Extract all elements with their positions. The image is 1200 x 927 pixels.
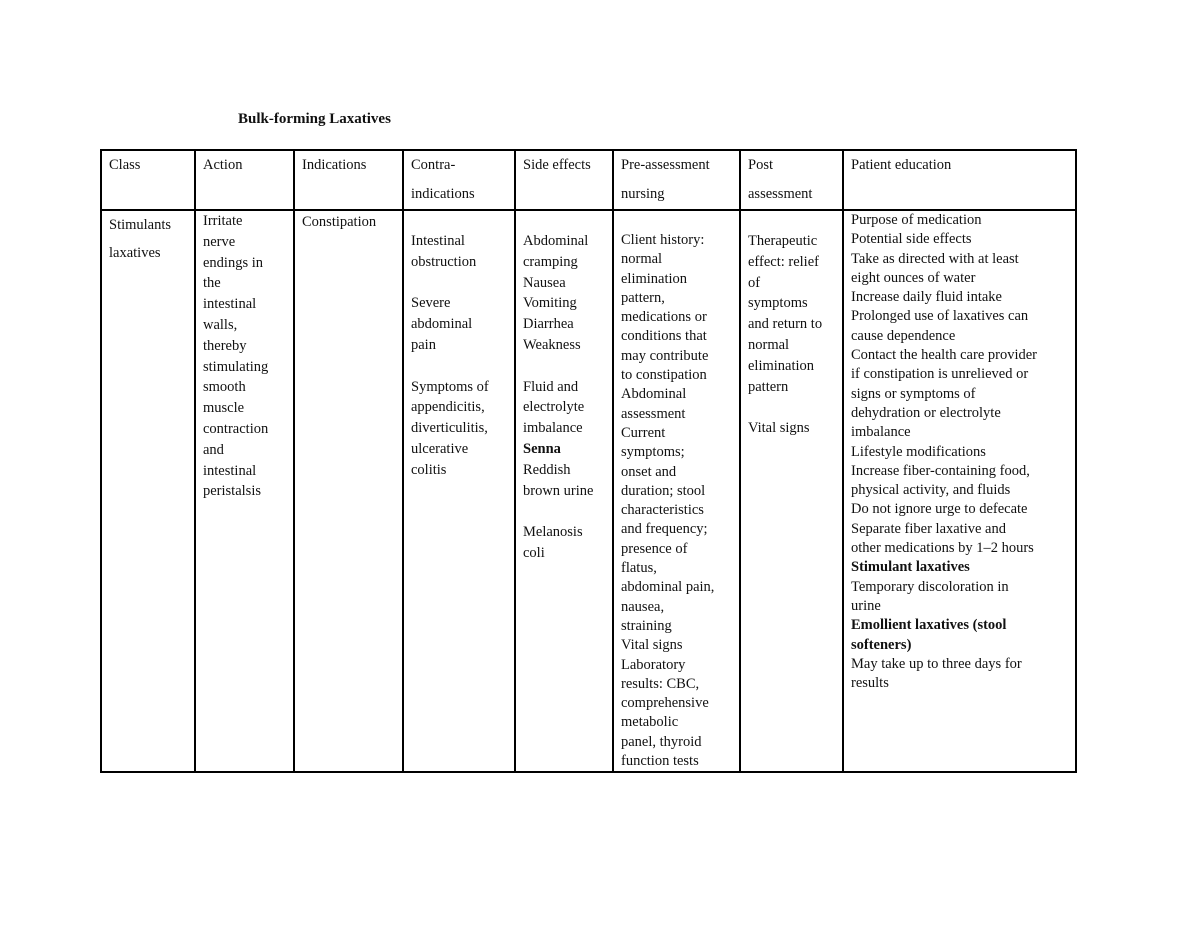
post-assessment-line: Vital signs	[748, 420, 810, 437]
pre-assessment-line: results: CBC,	[621, 675, 700, 692]
action-line: and	[203, 441, 224, 458]
header-pre-assessment-line-1: Pre-assessment	[621, 157, 710, 173]
patient-education-line: Prolonged use of laxatives can	[851, 308, 1029, 325]
patient-education-line: dehydration or electrolyte	[851, 404, 1001, 421]
pre-assessment-line: comprehensive	[621, 695, 709, 712]
header-pre-assessment-line-2: nursing	[621, 186, 665, 202]
pre-assessment-line: may contribute	[621, 347, 709, 364]
side-effect-line: Melanosis	[523, 524, 583, 541]
side-effect-line: Nausea	[523, 274, 566, 291]
patient-education-line: Stimulant laxatives	[851, 559, 970, 576]
pre-assessment-line: abdominal pain,	[621, 579, 715, 596]
pre-assessment-line: onset and	[621, 463, 677, 480]
contraindication-line	[411, 356, 509, 377]
pre-assessment-line: medications or	[621, 309, 707, 326]
pre-assessment-line: function tests	[621, 753, 699, 770]
pre-assessment-line: normal	[621, 251, 663, 268]
pre-assessment-line: symptoms;	[621, 444, 685, 461]
cell-indications	[294, 210, 403, 772]
side-effect-line: imbalance	[523, 420, 583, 437]
side-effect-line: electrolyte	[523, 399, 585, 416]
cell-side-effects	[515, 210, 613, 772]
post-assessment-line: and return to	[748, 316, 823, 333]
patient-education-line: Increase daily fluid intake	[851, 289, 1002, 306]
pre-assessment-line: to constipation	[621, 367, 707, 384]
action-line: nerve	[203, 233, 236, 250]
cell-action	[195, 210, 294, 772]
patient-education-line: urine	[851, 597, 881, 614]
pre-assessment-line: Laboratory	[621, 656, 686, 673]
pre-assessment-line: duration; stool	[621, 482, 706, 499]
side-effect-line	[523, 356, 607, 377]
patient-education-line: Separate fiber laxative and	[851, 520, 1006, 537]
indications-line: Constipation	[302, 214, 377, 230]
side-effects-lines	[523, 231, 607, 564]
pre-assessment-line: Vital signs	[621, 637, 683, 654]
class-line: Stimulants	[109, 217, 172, 233]
side-effect-line: cramping	[523, 253, 578, 270]
class-line: laxatives	[109, 245, 161, 261]
header-class-label: Class	[109, 157, 141, 173]
side-effect-line: Reddish	[523, 461, 571, 478]
header-contraindications-line-2: indications	[411, 186, 475, 202]
document-title: Bulk-forming Laxatives	[238, 111, 391, 127]
contraindications-lines	[411, 231, 509, 481]
post-assessment-line: normal	[748, 336, 790, 353]
action-line: intestinal	[203, 462, 257, 479]
patient-education-line: physical activity, and fluids	[851, 482, 1011, 499]
pre-assessment-line: presence of	[621, 540, 688, 557]
contraindication-line: Severe	[411, 295, 451, 312]
patient-education-line: signs or symptoms of	[851, 385, 976, 402]
contraindication-line: abdominal	[411, 316, 473, 333]
contraindication-line: Intestinal	[411, 233, 465, 249]
post-assessment-line: elimination	[748, 357, 815, 374]
indications-lines	[302, 211, 397, 233]
header-cell-action	[195, 150, 294, 210]
cell-contraindications	[403, 210, 515, 772]
post-assessment-line: Therapeutic	[748, 233, 818, 249]
pre-assessment-lines	[621, 231, 734, 771]
laxatives-table	[100, 149, 1077, 773]
patient-education-line: eight ounces of water	[851, 269, 976, 286]
header-cell-post-assessment	[740, 150, 843, 210]
pre-assessment-line: Abdominal	[621, 386, 687, 403]
action-line: muscle	[203, 400, 245, 417]
post-assessment-line	[748, 397, 837, 418]
side-effect-line: Senna	[523, 440, 561, 457]
contraindication-line: Symptoms of	[411, 378, 489, 395]
side-effect-line: brown urine	[523, 482, 594, 499]
patient-education-lines	[851, 211, 1070, 693]
header-cell-class	[101, 150, 195, 210]
patient-education-line: imbalance	[851, 424, 911, 441]
pre-assessment-line: panel, thyroid	[621, 733, 702, 750]
action-line: peristalsis	[203, 483, 261, 500]
patient-education-line: if constipation is unrelieved or	[851, 366, 1029, 383]
cell-pre-assessment	[613, 210, 740, 772]
table-row	[101, 210, 1076, 772]
header-post-assessment-line-2: assessment	[748, 186, 813, 202]
patient-education-line: other medications by 1–2 hours	[851, 540, 1034, 557]
pre-assessment-line: conditions that	[621, 328, 707, 345]
patient-education-line: Lifestyle modifications	[851, 443, 986, 460]
action-line: stimulating	[203, 358, 269, 375]
post-assessment-line: effect: relief	[748, 253, 819, 270]
pre-assessment-line: nausea,	[621, 598, 665, 615]
patient-education-line: Do not ignore urge to defecate	[851, 501, 1028, 518]
table-header-row	[101, 150, 1076, 210]
patient-education-line: Emollient laxatives (stool	[851, 617, 1007, 634]
patient-education-line: Contact the health care provider	[851, 347, 1038, 364]
header-cell-pre-assessment	[613, 150, 740, 210]
side-effect-line: Fluid and	[523, 378, 579, 395]
patient-education-line: cause dependence	[851, 327, 956, 344]
post-assessment-line: of	[748, 274, 761, 291]
pre-assessment-line: Current	[621, 424, 666, 441]
action-line: thereby	[203, 337, 247, 354]
patient-education-line: May take up to three days for	[851, 655, 1022, 672]
header-indications-label: Indications	[302, 157, 367, 173]
action-lines	[203, 211, 288, 502]
header-patient-education-label: Patient education	[851, 157, 952, 173]
header-contraindications-line-1: Contra-	[411, 157, 456, 173]
action-line: Irritate	[203, 213, 243, 229]
contraindication-line: colitis	[411, 461, 447, 478]
cell-patient-education	[843, 210, 1076, 772]
header-cell-indications	[294, 150, 403, 210]
side-effect-line	[523, 501, 607, 522]
post-assessment-line: symptoms	[748, 295, 808, 312]
contraindication-line	[411, 273, 509, 294]
pre-assessment-line: metabolic	[621, 714, 679, 731]
header-cell-contraindications	[403, 150, 515, 210]
cell-class	[101, 210, 195, 772]
side-effect-line: Diarrhea	[523, 316, 574, 333]
pre-assessment-line: characteristics	[621, 502, 704, 519]
patient-education-line: Potential side effects	[851, 231, 972, 248]
class-lines	[109, 211, 189, 267]
action-line: smooth	[203, 379, 246, 396]
action-line: contraction	[203, 420, 269, 437]
action-line: the	[203, 275, 221, 292]
patient-education-line: Purpose of medication	[851, 212, 982, 228]
action-line: walls,	[203, 316, 238, 333]
header-side-effects-label: Side effects	[523, 157, 591, 173]
contraindication-line: ulcerative	[411, 440, 469, 457]
patient-education-line: Increase fiber-containing food,	[851, 462, 1030, 479]
pre-assessment-line: pattern,	[621, 289, 665, 306]
side-effect-line: coli	[523, 544, 545, 561]
action-line: intestinal	[203, 296, 257, 313]
patient-education-line: results	[851, 675, 889, 692]
post-assessment-lines	[748, 231, 837, 439]
side-effect-line: Abdominal	[523, 233, 589, 249]
patient-education-line: softeners)	[851, 636, 912, 653]
side-effect-line: Weakness	[523, 336, 581, 353]
pre-assessment-line: Client history:	[621, 232, 705, 248]
patient-education-line: Temporary discoloration in	[851, 578, 1009, 595]
pre-assessment-line: straining	[621, 617, 672, 634]
post-assessment-line: pattern	[748, 378, 789, 395]
header-post-assessment-line-1: Post	[748, 157, 773, 173]
pre-assessment-line: flatus,	[621, 560, 657, 577]
contraindication-line: appendicitis,	[411, 399, 485, 416]
patient-education-line: Take as directed with at least	[851, 250, 1019, 267]
contraindication-line: obstruction	[411, 253, 477, 270]
header-cell-patient-education	[843, 150, 1076, 210]
pre-assessment-line: and frequency;	[621, 521, 708, 538]
header-action-label: Action	[203, 157, 243, 173]
action-line: endings in	[203, 254, 264, 271]
cell-post-assessment	[740, 210, 843, 772]
contraindication-line: diverticulitis,	[411, 420, 488, 437]
side-effect-line: Vomiting	[523, 295, 577, 312]
pre-assessment-line: assessment	[621, 405, 686, 422]
header-cell-side-effects	[515, 150, 613, 210]
contraindication-line: pain	[411, 336, 436, 353]
pre-assessment-line: elimination	[621, 270, 688, 287]
